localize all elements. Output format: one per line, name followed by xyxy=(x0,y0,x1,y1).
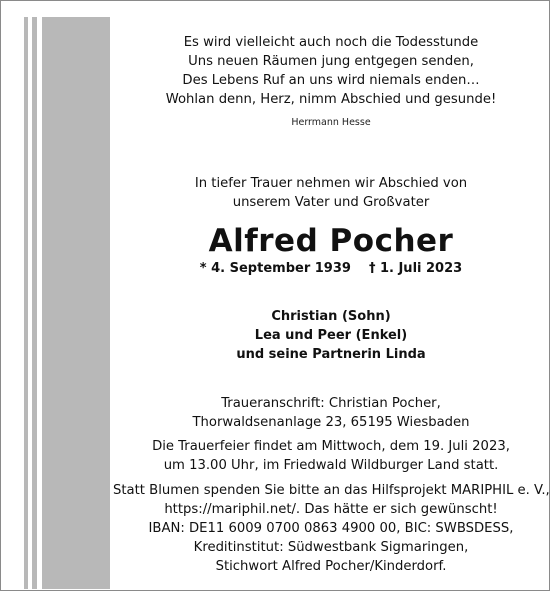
donation-info xyxy=(113,481,549,576)
family-list xyxy=(113,307,549,364)
mourning-address xyxy=(113,394,549,432)
ceremony-line: um 13.00 Uhr, im Friedwald Wildburger Land statt. xyxy=(163,458,499,473)
stripe-thin-1 xyxy=(24,17,28,589)
stripe-thin-2 xyxy=(32,17,37,589)
donation-line: Kreditinstitut: Südwestbank Sigmaringen, xyxy=(193,540,469,555)
poem-line: Wohlan denn, Herz, nimm Abschied und gesunde! xyxy=(165,92,497,107)
donation-line: Stichwort Alfred Pocher/Kinderdorf. xyxy=(215,559,447,574)
family-member: Christian (Sohn) xyxy=(271,309,391,324)
family-member: Lea und Peer (Enkel) xyxy=(254,328,408,343)
intro-line: In tiefer Trauer nehmen wir Abschied von xyxy=(194,176,468,191)
donation-line: https://mariphil.net/. Das hätte er sich gewünscht! xyxy=(164,502,498,517)
family-member: und seine Partnerin Linda xyxy=(236,347,426,362)
stripe-wide xyxy=(42,17,110,589)
life-dates xyxy=(113,260,549,278)
donation-line: IBAN: DE11 6009 0700 0863 4900 00, BIC: SWBSDESS, xyxy=(148,521,514,536)
poem-author: Herrmann Hesse xyxy=(291,117,371,128)
address-line: Thorwaldsenanlage 23, 65195 Wiesbaden xyxy=(192,415,470,430)
death-date: † 1. Juli 2023 xyxy=(368,261,463,276)
intro-line: unserem Vater und Großvater xyxy=(232,195,430,210)
ceremony-info xyxy=(113,437,549,475)
intro-text xyxy=(113,174,549,212)
address-line: Traueranschrift: Christian Pocher, xyxy=(221,396,441,411)
poem-line: Uns neuen Räumen jung entgegen senden, xyxy=(188,54,474,69)
donation-line: Statt Blumen spenden Sie bitte an das Hilfsprojekt MARIPHIL e. V., xyxy=(113,483,550,498)
birth-date: * 4. September 1939 xyxy=(199,261,351,276)
poem-line: Des Lebens Ruf an uns wird niemals enden… xyxy=(182,73,480,88)
deceased-name: Alfred Pocher xyxy=(208,223,454,259)
poem xyxy=(113,33,549,109)
notice-content xyxy=(113,1,549,576)
poem-line: Es wird vielleicht auch noch die Todesstunde xyxy=(183,35,479,50)
ceremony-line: Die Trauerfeier findet am Mittwoch, dem 19. Juli 2023, xyxy=(152,439,510,454)
